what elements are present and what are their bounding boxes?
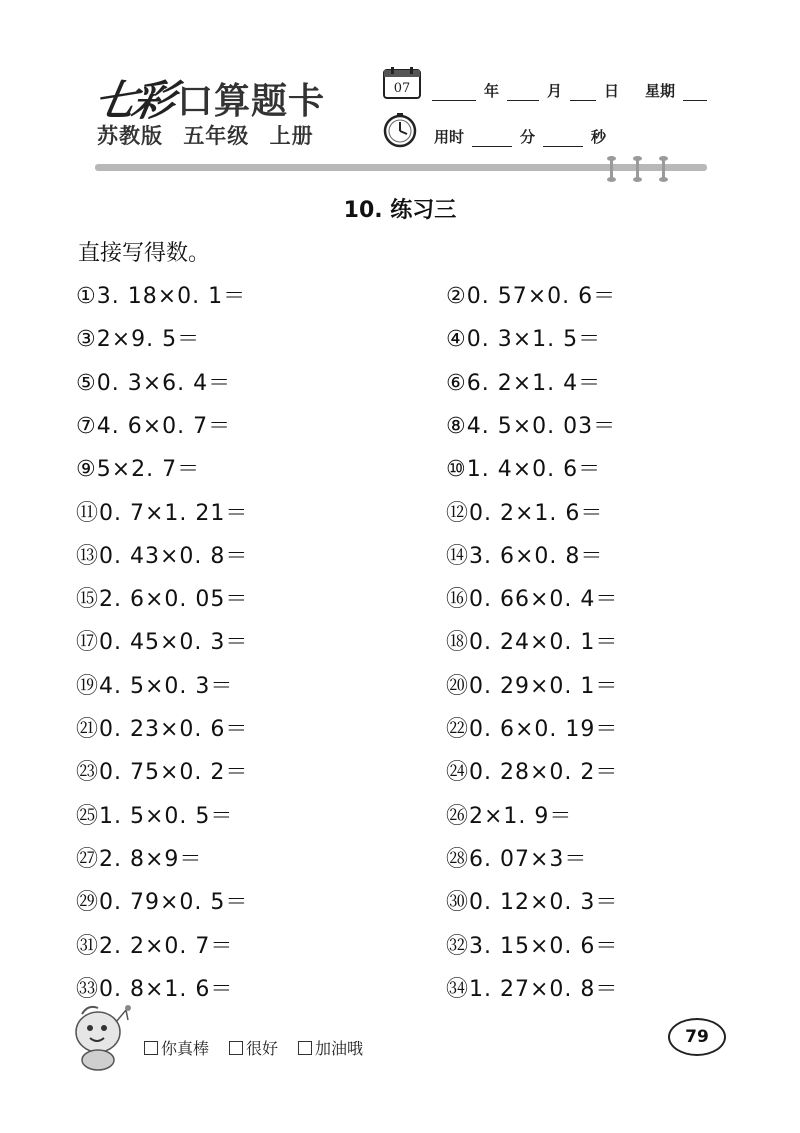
checkbox[interactable] <box>229 1041 243 1055</box>
problem-item: ⑧4. 5×0. 03＝ <box>446 413 617 439</box>
header-divider <box>95 164 707 171</box>
clock-icon <box>382 112 418 148</box>
rating-label: 很好 <box>246 1039 279 1058</box>
date-fill-line <box>428 80 711 101</box>
month-blank[interactable] <box>507 86 539 101</box>
problem-item: ⑦4. 6×0. 7＝ <box>76 413 232 439</box>
problem-item: ㉝0. 8×1. 6＝ <box>76 976 234 1002</box>
problem-item: ㉞1. 27×0. 8＝ <box>446 976 619 1002</box>
problem-item: ㉖2×1. 9＝ <box>446 803 573 829</box>
time-fill-line <box>430 126 610 147</box>
problem-item: ㉘6. 07×3＝ <box>446 846 588 872</box>
problem-item: ⑬0. 43×0. 8＝ <box>76 543 249 569</box>
binder-ring <box>636 158 639 180</box>
problem-item: ⑤0. 3×6. 4＝ <box>76 370 232 396</box>
problem-item: ②0. 57×0. 6＝ <box>446 284 617 309</box>
day-blank[interactable] <box>570 86 596 101</box>
problem-item: ㉜3. 15×0. 6＝ <box>446 933 619 959</box>
page-number: 79 <box>668 1018 726 1056</box>
problem-item: ㉓0. 75×0. 2＝ <box>76 760 249 786</box>
problem-item: ⑮2. 6×0. 05＝ <box>76 587 249 613</box>
checkbox[interactable] <box>298 1041 312 1055</box>
calendar-number: 07 <box>393 81 411 96</box>
logo <box>90 68 326 128</box>
problem-item: ④0. 3×1. 5＝ <box>446 327 602 353</box>
mascot-illustration <box>68 1000 136 1072</box>
logo-main-text: 口算题卡 <box>177 80 326 122</box>
year-label: 年 <box>484 82 500 100</box>
rating-label: 你真棒 <box>161 1039 210 1058</box>
calendar-icon <box>383 67 421 99</box>
problem-item: ⑪0. 7×1. 21＝ <box>76 500 249 526</box>
binder-ring <box>662 158 665 180</box>
month-label: 月 <box>547 82 563 100</box>
seconds-label: 秒 <box>591 128 607 146</box>
problem-item: ⑲4. 5×0. 3＝ <box>76 673 234 699</box>
time-used-label: 用时 <box>434 128 465 146</box>
instruction: 直接写得数。 <box>78 241 211 266</box>
problem-item: ㉒0. 6×0. 19＝ <box>446 717 619 742</box>
problem-item: ㉑0. 23×0. 6＝ <box>76 717 249 742</box>
rating-great[interactable] <box>144 1036 209 1059</box>
problem-item: ㉕1. 5×0. 5＝ <box>76 803 234 829</box>
problem-item: ㉛2. 2×0. 7＝ <box>76 933 234 959</box>
year-blank[interactable] <box>432 86 476 101</box>
rating-label: 加油哦 <box>315 1039 364 1058</box>
problem-item: ③2×9. 5＝ <box>76 327 201 353</box>
self-rating <box>144 1036 363 1059</box>
day-label: 日 <box>604 82 620 100</box>
volume: 上册 <box>269 124 314 148</box>
minutes-label: 分 <box>520 128 536 146</box>
problem-item: ⑳0. 29×0. 1＝ <box>446 673 619 699</box>
binder-ring <box>610 158 613 180</box>
problem-item: ㉗2. 8×9＝ <box>76 846 203 872</box>
section-title: 10. 练习三 <box>343 198 457 223</box>
problem-item: ⑱0. 24×0. 1＝ <box>446 630 619 656</box>
minutes-blank[interactable] <box>472 132 512 147</box>
problem-item: ㉚0. 12×0. 3＝ <box>446 890 619 916</box>
grade: 五年级 <box>183 124 250 148</box>
problem-item: ①3. 18×0. 1＝ <box>76 284 247 309</box>
logo-stylized-text: 七彩 <box>90 76 175 125</box>
problem-item: ㉙0. 79×0. 5＝ <box>76 890 249 916</box>
edition-info <box>97 120 314 150</box>
problem-item: ⑰0. 45×0. 3＝ <box>76 630 249 656</box>
weekday-blank[interactable] <box>683 86 707 101</box>
checkbox[interactable] <box>144 1041 158 1055</box>
problem-item: ⑨5×2. 7＝ <box>76 457 201 483</box>
problem-item: ⑯0. 66×0. 4＝ <box>446 587 619 613</box>
edition: 苏教版 <box>97 124 163 148</box>
problem-item: ㉔0. 28×0. 2＝ <box>446 760 619 786</box>
problem-item: ⑩1. 4×0. 6＝ <box>446 457 602 483</box>
problem-item: ⑭3. 6×0. 8＝ <box>446 543 604 569</box>
rating-keep-going[interactable] <box>298 1036 363 1059</box>
problem-item: ⑫0. 2×1. 6＝ <box>446 500 604 526</box>
problem-item: ⑥6. 2×1. 4＝ <box>446 370 602 396</box>
weekday-label: 星期 <box>645 82 676 100</box>
rating-good[interactable] <box>229 1036 278 1059</box>
seconds-blank[interactable] <box>543 132 583 147</box>
